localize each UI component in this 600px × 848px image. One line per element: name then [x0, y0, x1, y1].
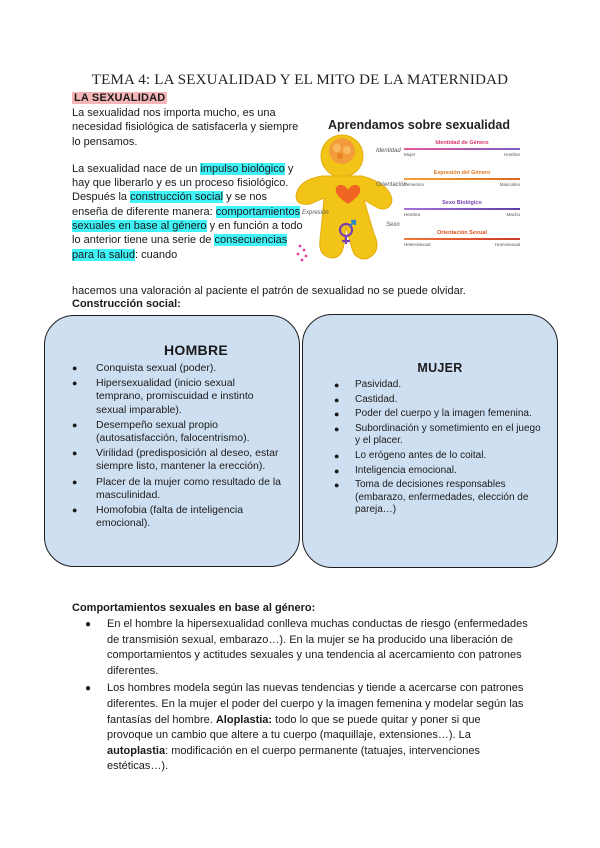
row-end-right: Masculino: [499, 182, 520, 187]
bold-autoplastia: autoplastia: [107, 744, 166, 757]
pink-dots-icon: [297, 245, 308, 262]
row-ends: [404, 212, 520, 217]
construccion-social-heading: Construcción social:: [72, 298, 181, 310]
infographic-row-identidad: [404, 140, 520, 157]
document-title: TEMA 4: LA SEXUALIDAD Y EL MITO DE LA MATERNIDAD: [91, 72, 509, 88]
list-item-text: Pasividad.: [355, 379, 402, 390]
list-item-text: Homofobia (falta de inteligencia emocional).: [96, 504, 244, 530]
row-end-right: Hombre: [503, 152, 520, 157]
comportamientos-list: [82, 617, 528, 777]
row-heading: Sexo Biológico: [442, 200, 482, 206]
row-scale-line: [404, 178, 520, 180]
row-heading: Orientación Sexual: [437, 230, 487, 236]
label-orientacion: Orientación: [376, 182, 407, 188]
mujer-box: [302, 314, 558, 568]
row-ends: [404, 152, 520, 157]
intro-text: [72, 106, 304, 275]
infographic-row-sexo: [404, 200, 520, 217]
list-item-text: Desempeño sexual propio (autosatisfacción, falocentrismo).: [96, 418, 250, 445]
bullet-icon: ●: [334, 394, 340, 405]
list-item: [329, 394, 545, 407]
intro-text-run: y hay que liberarlo y es un proceso fisiológico. Después la: [72, 162, 294, 204]
list-item: [67, 377, 285, 417]
list-item: [329, 450, 545, 463]
label-sexo: Sexo: [386, 222, 400, 228]
bullet-icon: ●: [72, 363, 78, 373]
list-item: [329, 408, 545, 421]
bullet-icon: ●: [334, 380, 340, 390]
bullet-icon: ●: [334, 450, 340, 461]
list-item-text: Poder del cuerpo y la imagen femenina.: [355, 408, 532, 420]
intro-text-run: La sexualidad nace de un: [72, 162, 201, 175]
intro-text-run: y se nos enseña de diferente manera:: [72, 191, 268, 218]
highlight-construccion: construcción social: [130, 191, 224, 204]
row-heading: Identidad de Género: [435, 140, 489, 146]
bullet-icon: ●: [72, 419, 78, 430]
highlight-consecuencias: consecuencias para la salud: [72, 234, 288, 261]
list-item: [329, 423, 545, 448]
list-item: [329, 465, 545, 478]
list-item-text: Los hombres modela según las nuevas tendencias y tiende a acercarse con patrones diferentes. En la mujer el poder del cuerpo y la imagen femenina y modelar según las fantasías del hombre.: [107, 682, 524, 726]
bullet-icon: ●: [334, 423, 340, 434]
list-item-text: todo lo que se puede quitar y poner si que provoque un cambio que altere a tu cuerpo (maquillaje, extensiones…). La: [107, 713, 481, 742]
list-item-text: Placer de la mujer como resultado de la masculinidad.: [96, 475, 282, 501]
list-item-text: En el hombre la hipersexualidad conlleva muchas conductas de riesgo (enfermedades de transmisión sexual, embarazo…). En la mujer se ha producido una liberación de comportamientos y actitudes sexuales y una tendencia al acercamiento con patrones diferentes.: [107, 618, 528, 677]
row-end-left: Femenino: [404, 182, 425, 187]
section-heading-sexualidad: LA SEXUALIDAD: [74, 92, 166, 104]
bullet-icon: ●: [72, 448, 78, 459]
row-end-left: Heterosexual: [404, 242, 431, 247]
intro-tail: hacemos una valoración al paciente el patrón de sexualidad no se puede olvidar.: [72, 285, 466, 297]
label-expresion: Expresión: [302, 210, 329, 216]
list-item-text: Conquista sexual (poder).: [96, 362, 217, 374]
row-ends: [404, 242, 520, 247]
highlight-impulso: impulso biológico: [200, 162, 285, 175]
label-identidad: Identidad: [376, 148, 401, 154]
list-item-text: Castidad.: [355, 393, 398, 405]
row-end-right: Macho: [506, 212, 520, 217]
list-item: [67, 419, 285, 445]
row-end-right: Homosexual: [494, 242, 520, 247]
list-item: [329, 379, 545, 392]
row-ends: [404, 182, 520, 187]
list-item: [67, 362, 285, 375]
intro-paragraph-2: [72, 162, 304, 262]
list-item: [82, 681, 528, 775]
hombre-list: [67, 362, 285, 530]
row-heading: Expresión del Género: [433, 170, 491, 176]
bullet-icon: ●: [334, 480, 340, 491]
infographic-row-expresion: [404, 170, 520, 187]
infographic-row-orientacion: [404, 230, 520, 247]
intro-text-run: y en función a todo lo anterior tiene una serie de: [72, 220, 303, 247]
list-item-text: Subordinación y sometimiento en el juego y el placer.: [355, 422, 541, 447]
row-end-left: Hembra: [404, 212, 421, 217]
row-end-left: Mujer: [404, 152, 416, 157]
highlight-comportamientos: comportamientos sexuales en base al género: [72, 205, 301, 233]
list-item-text: : modificación en el cuerpo permanente (tatuajes, intervenciones estéticas…).: [107, 744, 480, 773]
list-item: [67, 504, 285, 530]
list-item: [67, 476, 285, 502]
bullet-icon: ●: [334, 465, 340, 476]
mujer-list: [329, 379, 545, 517]
bullet-icon: ●: [72, 476, 78, 487]
bullet-icon: ●: [72, 505, 78, 516]
hombre-title: HOMBRE: [163, 342, 229, 358]
bullet-icon: ●: [334, 409, 340, 420]
list-item: [67, 447, 285, 473]
list-item-text: Toma de decisiones responsables (embarazo, enfermedades, elección de pareja…): [355, 479, 529, 516]
list-item: [82, 617, 528, 679]
list-item-text: Lo erógeno antes de lo coital.: [355, 449, 487, 461]
bold-aloplastia: Aloplastia:: [215, 713, 273, 726]
comportamientos-heading: Comportamientos sexuales en base al género:: [72, 602, 316, 614]
row-scale-line: [404, 148, 520, 150]
intro-text-run: : cuando: [135, 248, 178, 261]
intro-paragraph-1: La sexualidad nos importa mucho, es una necesidad fisiológica de satisfacerla y siempre lo pensamos.: [72, 107, 299, 148]
bullet-icon: ●: [85, 683, 92, 695]
brain-icon: [329, 138, 355, 164]
sexuality-infographic: [292, 112, 524, 282]
mujer-title: MUJER: [417, 361, 463, 375]
list-item-text: Hipersexualidad (inicio sexual temprano, promiscuidad e instinto sexual imparable).: [96, 377, 254, 416]
list-item-text: Virilidad (predisposición al deseo, estar siempre listo, mantener la erección).: [96, 447, 279, 473]
list-item: [329, 479, 545, 517]
bullet-icon: ●: [72, 378, 78, 389]
row-scale-line: [404, 238, 520, 240]
hombre-box: [44, 315, 300, 567]
infographic-title: Aprendamos sobre sexualidad: [327, 118, 510, 132]
row-scale-line: [404, 208, 520, 210]
bullet-icon: ●: [85, 619, 92, 630]
list-item-text: Inteligencia emocional.: [355, 464, 457, 476]
